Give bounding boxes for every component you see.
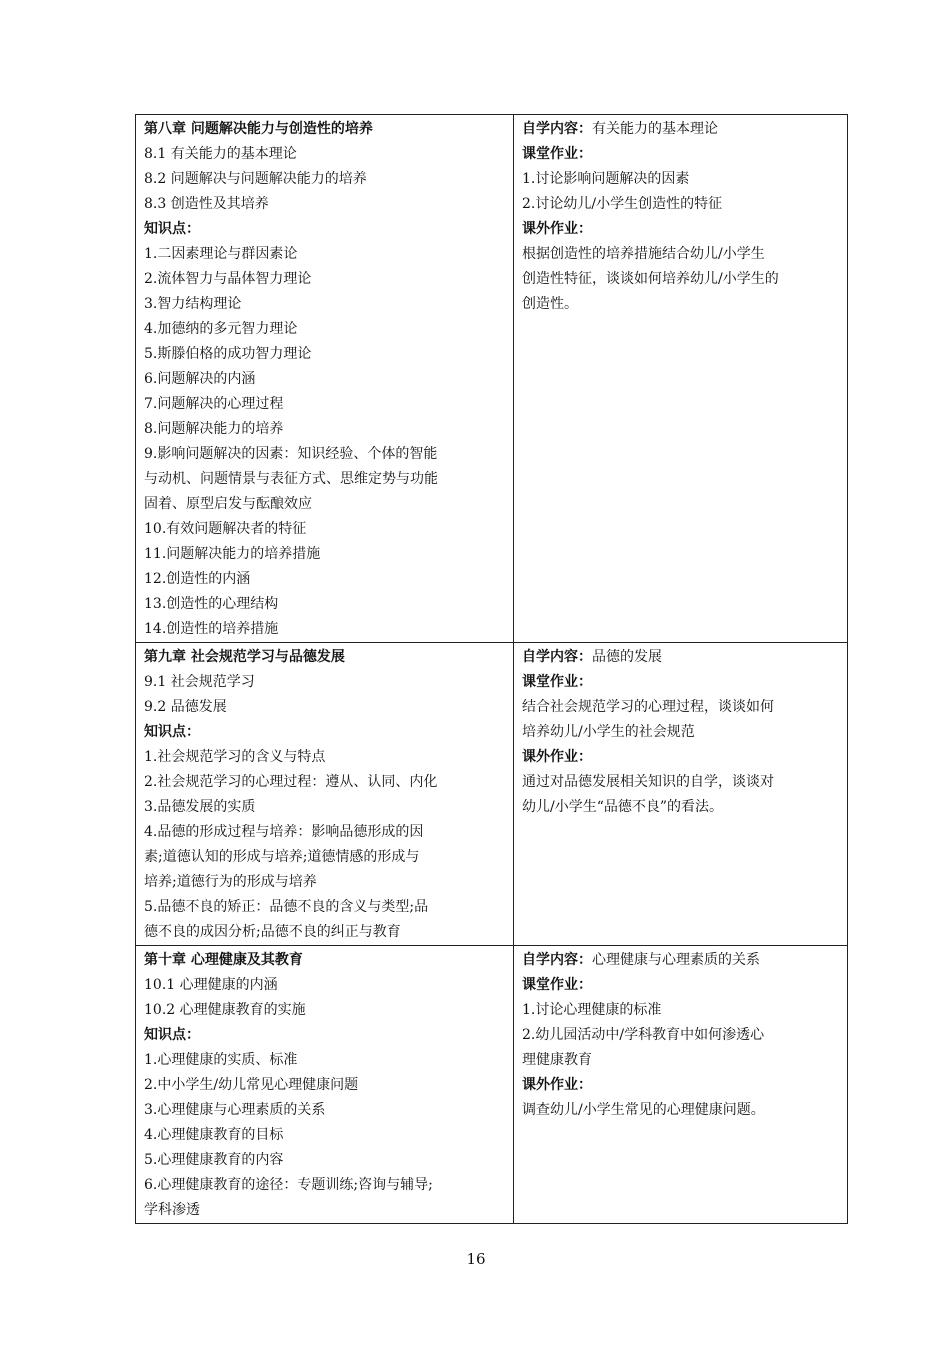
assignment-label: 课外作业： (522, 1077, 592, 1093)
assignment-line (522, 117, 839, 142)
assignment-text: 1.讨论心理健康的标准 (522, 1002, 662, 1018)
assignment-line (522, 973, 839, 998)
assignment-cell (514, 643, 848, 946)
assignment-label: 课外作业： (522, 749, 592, 765)
assignment-text: 创造性特征，谈谈如何培养幼儿/小学生的 (522, 271, 779, 287)
chapter-title: 第八章 问题解决能力与创造性的培养 (144, 121, 373, 137)
chapter-content-cell (136, 643, 514, 946)
assignment-text: 1.讨论影响问题解决的因素 (522, 171, 690, 187)
assignment-line (522, 770, 839, 795)
assignment-label: 课堂作业： (522, 977, 592, 993)
assignment-text: 培养幼儿/小学生的社会规范 (522, 724, 695, 740)
content-line: 12.创造性的内涵 (144, 571, 251, 587)
content-line: 5.斯滕伯格的成功智力理论 (144, 346, 312, 362)
assignment-line (522, 1073, 839, 1098)
content-line: 3.心理健康与心理素质的关系 (144, 1102, 326, 1118)
content-line: 4.心理健康教育的目标 (144, 1127, 284, 1143)
assignment-line (522, 267, 839, 292)
content-line: 2.社会规范学习的心理过程：遵从、认同、内化 (144, 774, 438, 790)
content-line: 10.2 心理健康教育的实施 (144, 1002, 306, 1018)
assignment-text: 创造性。 (522, 296, 578, 312)
assignment-line (522, 998, 839, 1023)
content-line: 固着、原型启发与酝酿效应 (144, 496, 312, 512)
chapter-row (136, 643, 848, 946)
chapter-content-cell (136, 115, 514, 643)
syllabus-table (135, 114, 848, 1224)
content-line: 1.二因素理论与群因素论 (144, 246, 298, 262)
content-line: 德不良的成因分析;品德不良的纠正与教育 (144, 924, 401, 940)
assignment-text: 根据创造性的培养措施结合幼儿/小学生 (522, 246, 765, 262)
content-line: 6.问题解决的内涵 (144, 371, 256, 387)
content-line: 7.问题解决的心理过程 (144, 396, 284, 412)
assignment-line (522, 192, 839, 217)
syllabus-table-body (136, 115, 848, 1224)
assignment-text: 通过对品德发展相关知识的自学，谈谈对 (522, 774, 774, 790)
assignment-line (522, 242, 839, 267)
assignment-line (522, 1048, 839, 1073)
assignment-cell (514, 115, 848, 643)
assignment-text: 幼儿/小学生“品德不良”的看法。 (522, 799, 724, 815)
assignment-line (522, 1098, 839, 1123)
content-line: 1.社会规范学习的含义与特点 (144, 749, 326, 765)
knowledge-points-label: 知识点： (144, 1027, 200, 1043)
assignment-line (522, 948, 839, 973)
assignment-text: 有关能力的基本理论 (592, 121, 718, 137)
content-line: 8.1 有关能力的基本理论 (144, 146, 297, 162)
content-line: 1.心理健康的实质、标准 (144, 1052, 298, 1068)
assignment-line (522, 645, 839, 670)
chapter-title: 第九章 社会规范学习与品德发展 (144, 649, 345, 665)
content-line: 14.创造性的培养措施 (144, 621, 279, 637)
knowledge-points-label: 知识点： (144, 221, 200, 237)
content-line: 9.2 品德发展 (144, 699, 227, 715)
content-line: 与动机、问题情景与表征方式、思维定势与功能 (144, 471, 438, 487)
assignment-text: 2.幼儿园活动中/学科教育中如何渗透心 (522, 1027, 765, 1043)
content-line: 5.心理健康教育的内容 (144, 1152, 284, 1168)
content-line: 13.创造性的心理结构 (144, 596, 279, 612)
knowledge-points-label: 知识点： (144, 724, 200, 740)
content-line: 10.1 心理健康的内涵 (144, 977, 278, 993)
page-number: 16 (466, 1250, 486, 1268)
assignment-label: 自学内容： (522, 121, 592, 137)
content-line: 培养;道德行为的形成与培养 (144, 874, 317, 890)
content-line: 3.智力结构理论 (144, 296, 242, 312)
content-line: 2.中小学生/幼儿常见心理健康问题 (144, 1077, 359, 1093)
chapter-title: 第十章 心理健康及其教育 (144, 952, 303, 968)
assignment-line (522, 217, 839, 242)
content-line: 10.有效问题解决者的特征 (144, 521, 307, 537)
assignment-text: 2.讨论幼儿/小学生创造性的特征 (522, 196, 723, 212)
assignment-line (522, 795, 839, 820)
assignment-text: 结合社会规范学习的心理过程，谈谈如何 (522, 699, 774, 715)
content-line: 8.3 创造性及其培养 (144, 196, 269, 212)
content-line: 8.问题解决能力的培养 (144, 421, 284, 437)
assignment-label: 自学内容： (522, 649, 592, 665)
assignment-label: 课外作业： (522, 221, 592, 237)
content-line: 9.影响问题解决的因素：知识经验、个体的智能 (144, 446, 438, 462)
content-line: 素;道德认知的形成与培养;道德情感的形成与 (144, 849, 420, 865)
assignment-line (522, 720, 839, 745)
content-line: 9.1 社会规范学习 (144, 674, 255, 690)
content-line: 4.品德的形成过程与培养：影响品德形成的因 (144, 824, 424, 840)
content-line: 4.加德纳的多元智力理论 (144, 321, 298, 337)
assignment-text: 品德的发展 (592, 649, 662, 665)
assignment-line (522, 142, 839, 167)
assignment-label: 课堂作业： (522, 146, 592, 162)
assignment-line (522, 670, 839, 695)
chapter-row (136, 946, 848, 1224)
assignment-label: 课堂作业： (522, 674, 592, 690)
assignment-line (522, 167, 839, 192)
content-line: 8.2 问题解决与问题解决能力的培养 (144, 171, 367, 187)
content-line: 5.品德不良的矫正：品德不良的含义与类型;品 (144, 899, 429, 915)
content-line: 学科渗透 (144, 1202, 200, 1218)
assignment-line (522, 292, 839, 317)
assignment-line (522, 1023, 839, 1048)
assignment-text: 理健康教育 (522, 1052, 592, 1068)
assignment-text: 调查幼儿/小学生常见的心理健康问题。 (522, 1102, 765, 1118)
content-line: 3.品德发展的实质 (144, 799, 256, 815)
content-line: 6.心理健康教育的途径：专题训练;咨询与辅导; (144, 1177, 433, 1193)
chapter-row (136, 115, 848, 643)
content-line: 11.问题解决能力的培养措施 (144, 546, 321, 562)
assignment-text: 心理健康与心理素质的关系 (592, 952, 760, 968)
assignment-line (522, 745, 839, 770)
content-line: 2.流体智力与晶体智力理论 (144, 271, 312, 287)
assignment-line (522, 695, 839, 720)
assignment-cell (514, 946, 848, 1224)
assignment-label: 自学内容： (522, 952, 592, 968)
chapter-content-cell (136, 946, 514, 1224)
